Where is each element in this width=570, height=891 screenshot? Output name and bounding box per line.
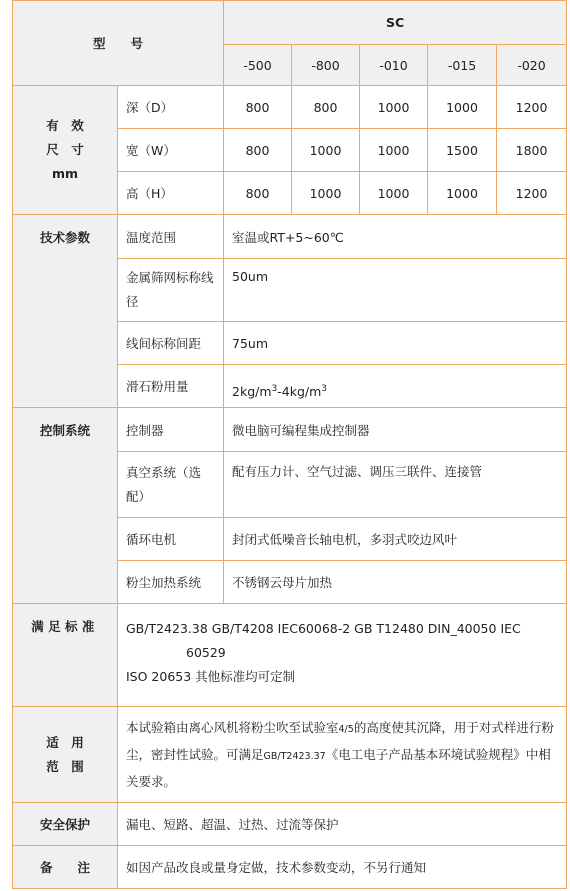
- table-cell: 75um: [224, 322, 567, 365]
- row-label: 温度范围: [118, 215, 224, 259]
- model-header: 型 号: [13, 1, 224, 86]
- row-label: 金属筛网标称线径: [118, 259, 224, 322]
- model-column-header: -010: [360, 45, 428, 86]
- row-label: 粉尘加热系统: [118, 561, 224, 604]
- size-group-label: 有 效 尺 寸 mm: [13, 86, 118, 215]
- table-cell: 漏电、短路、超温、过热、过流等保护: [118, 803, 567, 846]
- model-column-header: -015: [428, 45, 497, 86]
- table-cell: 1000: [360, 86, 428, 129]
- model-column-header: -020: [497, 45, 567, 86]
- table-cell: 1200: [497, 86, 567, 129]
- table-cell: 50um: [224, 259, 567, 322]
- scope-cell: 本试验箱由离心风机将粉尘吹至试验室4/5的高度使其沉降，用于对式样进行粉尘，密封性试验。可满足GB/T2423.37《电工电子产品基本环境试验规程》中相关要求。: [118, 707, 567, 803]
- row-label: 控制器: [118, 408, 224, 452]
- table-cell: 1200: [497, 172, 567, 215]
- table-cell: 800: [224, 172, 292, 215]
- series-header: SC: [224, 1, 567, 45]
- table-cell: 封闭式低噪音长轴电机，多羽式咬边风叶: [224, 518, 567, 561]
- table-cell: 微电脑可编程集成控制器: [224, 408, 567, 452]
- standards-group-label: 满足标准: [13, 604, 118, 707]
- standards-cell: GB/T2423.38 GB/T4208 IEC60068-2 GB T12480 DIN_40050 IEC 60529 ISO 20653 其他标准均可定制: [118, 604, 567, 707]
- table-cell: 1000: [360, 172, 428, 215]
- table-cell: 1000: [292, 172, 360, 215]
- scope-group-label: 适 用 范 围: [13, 707, 118, 803]
- table-cell: 800: [292, 86, 360, 129]
- table-cell: 如因产品改良或量身定做，技术参数变动，不另行通知: [118, 846, 567, 889]
- table-cell: 1800: [497, 129, 567, 172]
- row-label: 深（D）: [118, 86, 224, 129]
- table-cell: 1000: [428, 172, 497, 215]
- table-cell: 1500: [428, 129, 497, 172]
- table-cell: 800: [224, 129, 292, 172]
- table-cell: 1000: [360, 129, 428, 172]
- model-column-header: -800: [292, 45, 360, 86]
- row-label: 线间标称间距: [118, 322, 224, 365]
- control-group-label: 控制系统: [13, 408, 118, 604]
- spec-table: [12, 0, 567, 889]
- table-cell: 室温或RT+5~60℃: [224, 215, 567, 259]
- row-label: 宽（W）: [118, 129, 224, 172]
- row-label: 真空系统（选配）: [118, 452, 224, 518]
- safety-group-label: 安全保护: [13, 803, 118, 846]
- model-column-header: -500: [224, 45, 292, 86]
- table-cell: 800: [224, 86, 292, 129]
- row-label: 高（H）: [118, 172, 224, 215]
- tech-group-label: 技术参数: [13, 215, 118, 408]
- table-cell: $2kg/m^3-4kg/m^3$: [224, 365, 567, 408]
- table-cell: 配有压力计、空气过滤、调压三联件、连接管: [224, 452, 567, 518]
- remarks-group-label: 备 注: [13, 846, 118, 889]
- row-label: 循环电机: [118, 518, 224, 561]
- table-cell: 1000: [428, 86, 497, 129]
- row-label: 滑石粉用量: [118, 365, 224, 408]
- table-cell: 1000: [292, 129, 360, 172]
- table-cell: 不锈钢云母片加热: [224, 561, 567, 604]
